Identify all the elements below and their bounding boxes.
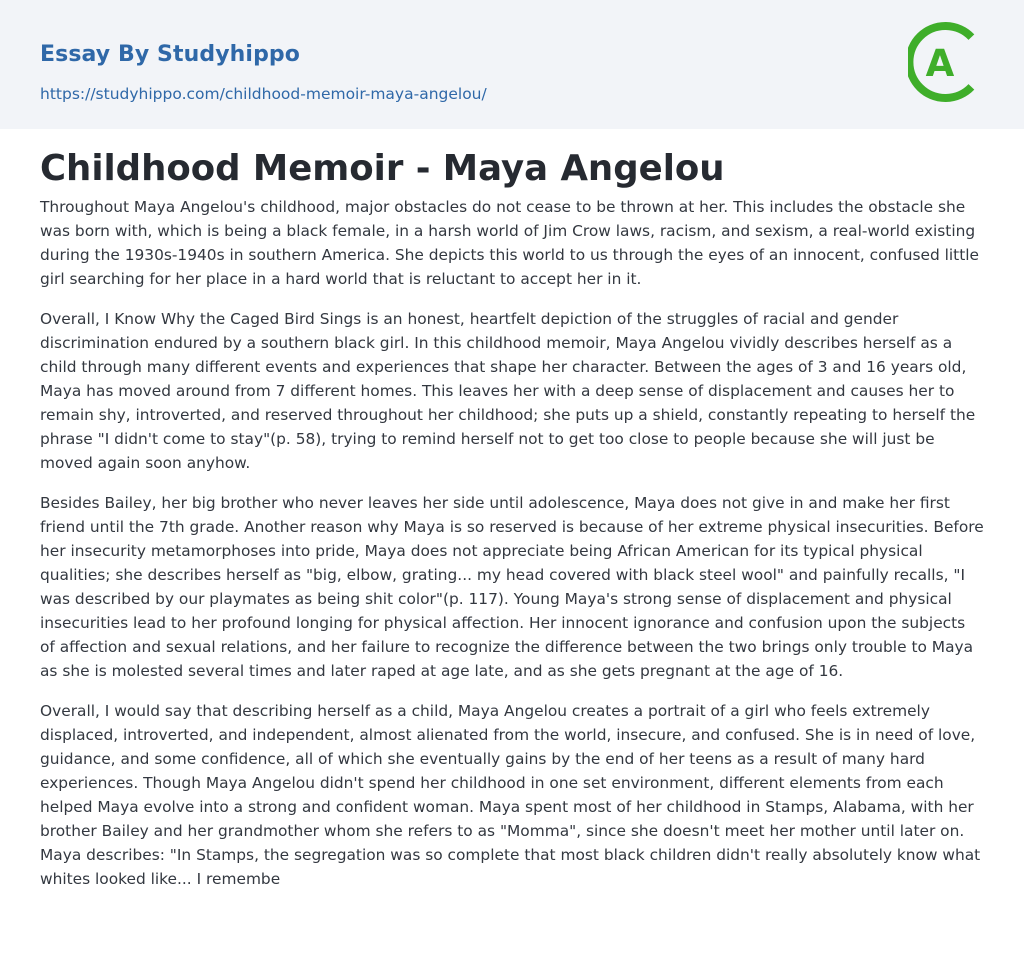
essay-paragraph-4: Overall, I would say that describing herself as a child, Maya Angelou creates a portrait of a girl who feels extremely displaced, introverted, and independent, almost alienated from the world, insecure, and confused. She is in need of love, guidance, and some confidence, all of which she eventually gains by the end of her teens as a result of many hard experiences. Though Maya Angelou didn't spend her childhood in one set environment, different elements from each helped Maya evolve into a strong and confident woman. Maya spent most of her childhood in Stamps, Alabama, with her brother Bailey and her grandmother whom she refers to as "Momma", since she doesn't meet her mother until later on. Maya describes: "In Stamps, the segregation was so complete that most black children didn't really absolutely know what whites looked like... I remembe xyxy=(40,702,981,888)
essay-content xyxy=(40,145,984,907)
site-header xyxy=(0,0,1024,129)
essay-title: Childhood Memoir - Maya Angelou xyxy=(40,148,725,189)
logo-letter: A xyxy=(925,42,955,85)
studyhippo-logo-icon[interactable] xyxy=(908,17,988,107)
essay-paragraph-3: Besides Bailey, her big brother who never leaves her side until adolescence, Maya does not give in and make her first friend until the 7th grade. Another reason why Maya is so reserved is because of her extreme physical insecurities. Before her insecurity metamorphoses into pride, Maya does not appreciate being African American for its typical physical qualities; she describes herself as "big, elbow, grating... my head covered with black steel wool" and painfully recalls, "I was described by our playmates as being shit color"(p. 117). Young Maya's strong sense of displacement and physical insecurities lead to her profound longing for physical affection. Her innocent ignorance and confusion upon the subjects of affection and sexual relations, and her failure to recognize the difference between the two brings only trouble to Maya as she is molested several times and later raped at age late, and as she gets pregnant at the age of 16. xyxy=(40,494,984,680)
essay-paragraph-1: Throughout Maya Angelou's childhood, major obstacles do not cease to be thrown at her. This includes the obstacle she was born with, which is being a black female, in a harsh world of Jim Crow laws, racism, and sexism, a real-world existing during the 1930s-1940s in southern America. She depicts this world to us through the eyes of an innocent, confused little girl searching for her place in a hard world that is reluctant to accept her in it. xyxy=(40,198,979,288)
essay-paragraph-2: Overall, I Know Why the Caged Bird Sings is an honest, heartfelt depiction of the struggles of racial and gender discrimination endured by a southern black girl. In this childhood memoir, Maya Angelou vividly describes herself as a child through many different events and experiences that shape her character. Between the ages of 3 and 16 years old, Maya has moved around from 7 different homes. This leaves her with a deep sense of displacement and causes her to remain shy, introverted, and reserved throughout her childhood; she puts up a shield, constantly repeating to herself the phrase "I didn't come to stay"(p. 58), trying to remind herself not to get too close to people because she will just be moved again soon anyhow. xyxy=(40,310,976,472)
brand-title[interactable]: Essay By Studyhippo xyxy=(40,42,300,67)
essay-url-link[interactable]: https://studyhippo.com/childhood-memoir-maya-angelou/ xyxy=(40,85,487,103)
